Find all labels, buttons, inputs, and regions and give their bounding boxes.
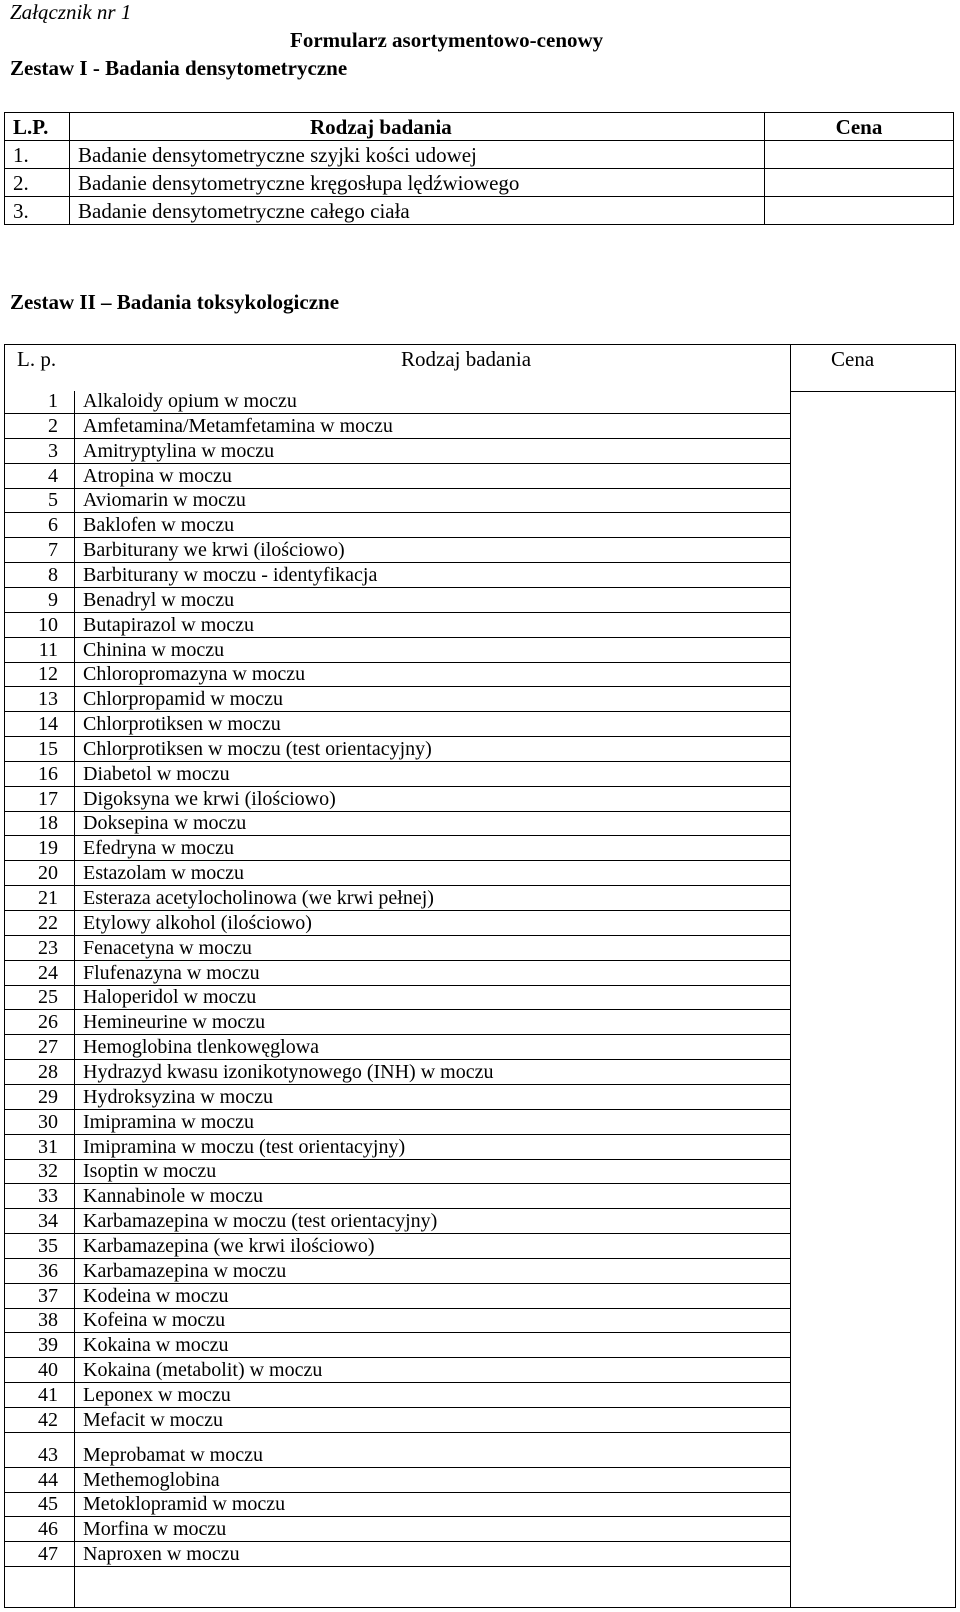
table-row xyxy=(5,488,790,513)
table-row xyxy=(5,538,790,563)
row-name: Doksepina w moczu xyxy=(83,812,247,835)
col-name-header: Rodzaj badania xyxy=(70,113,765,141)
row-lp: 27 xyxy=(38,1036,58,1059)
table-row xyxy=(5,1209,790,1234)
row-price-cell[interactable] xyxy=(765,169,954,197)
row-name: Chinina w moczu xyxy=(83,638,225,661)
table-row xyxy=(5,836,790,861)
table-row xyxy=(5,936,790,961)
row-name: Kokaina (metabolit) w moczu xyxy=(83,1359,323,1382)
form-title: Formularz asortymentowo-cenowy xyxy=(290,28,604,52)
row-lp: 18 xyxy=(38,812,58,835)
col-price-header: Cena xyxy=(765,113,954,141)
row-lp: 33 xyxy=(38,1185,58,1208)
row-name: Efedryna w moczu xyxy=(83,837,235,860)
row-name: Aviomarin w moczu xyxy=(83,489,246,512)
table-row xyxy=(5,1035,790,1060)
row-name: Karbamazepina w moczu (test orientacyjny) xyxy=(83,1210,438,1233)
row-lp: 32 xyxy=(38,1160,58,1183)
table-row xyxy=(5,1259,790,1284)
row-lp: 46 xyxy=(38,1518,58,1541)
table-row xyxy=(5,687,790,712)
table-row xyxy=(5,1408,790,1433)
row-lp: 21 xyxy=(38,887,58,909)
table-row xyxy=(5,1184,790,1209)
row-name: Badanie densytometryczne szyjki kości udowej xyxy=(70,141,765,169)
row-name: Barbiturany w moczu - identyfikacja xyxy=(83,563,378,586)
table-row xyxy=(5,1443,790,1468)
row-name: Esteraza acetylocholinowa (we krwi pełnej) xyxy=(83,887,434,909)
col-price-header: Cena xyxy=(831,347,875,371)
table-row xyxy=(5,1010,790,1035)
row-name: Barbiturany we krwi (ilościowo) xyxy=(83,539,345,562)
row-lp: 16 xyxy=(38,762,58,785)
col-lp-header: L. p. xyxy=(17,347,57,371)
table-row xyxy=(5,1542,790,1567)
row-lp: 30 xyxy=(38,1110,58,1133)
row-name: Chloropromazyna w moczu xyxy=(83,663,306,686)
row-name: Butapirazol w moczu xyxy=(83,613,255,636)
row-name: Alkaloidy opium w moczu xyxy=(83,390,297,412)
table-row xyxy=(5,613,790,638)
row-name: Methemoglobina xyxy=(83,1468,220,1491)
table-header-row xyxy=(5,113,954,141)
table-row xyxy=(5,513,790,538)
table-row xyxy=(5,662,790,687)
row-price-cell[interactable] xyxy=(765,141,954,169)
row-lp: 1 xyxy=(48,390,58,412)
table-row xyxy=(5,985,790,1010)
table-row xyxy=(5,1110,790,1135)
table-row xyxy=(5,439,790,464)
row-name: Hydrazyd kwasu izonikotynowego (INH) w moczu xyxy=(83,1060,494,1083)
table-row xyxy=(5,588,790,613)
row-name: Benadryl w moczu xyxy=(83,588,235,611)
row-name: Chlorprotiksen w moczu (test orientacyjny) xyxy=(83,737,432,760)
table-row xyxy=(5,389,790,414)
row-name: Haloperidol w moczu xyxy=(83,986,257,1009)
row-name: Estazolam w moczu xyxy=(83,862,245,885)
row-lp: 17 xyxy=(38,787,58,810)
table-row xyxy=(5,638,790,663)
row-name: Amfetamina/Metamfetamina w moczu xyxy=(83,414,393,437)
row-name: Amitryptylina w moczu xyxy=(83,439,275,462)
set1-title: Zestaw I - Badania densytometryczne xyxy=(10,56,348,80)
row-lp: 44 xyxy=(38,1468,58,1491)
densitometry-table xyxy=(4,112,954,225)
row-lp: 35 xyxy=(38,1234,58,1257)
row-lp: 6 xyxy=(48,514,58,537)
table-row xyxy=(5,1517,790,1542)
row-lp: 8 xyxy=(48,563,58,586)
row-name: Mefacit w moczu xyxy=(83,1408,223,1431)
table-row xyxy=(5,737,790,762)
set2-title: Zestaw II – Badania toksykologiczne xyxy=(10,290,340,314)
row-name: Karbamazepina w moczu xyxy=(83,1259,287,1282)
table-row xyxy=(5,886,790,911)
row-lp: 25 xyxy=(38,986,58,1009)
row-lp: 26 xyxy=(38,1011,58,1034)
row-lp: 42 xyxy=(38,1408,58,1431)
row-name: Imipramina w moczu xyxy=(83,1110,255,1133)
table-row xyxy=(5,1159,790,1184)
table-row xyxy=(5,197,954,225)
row-lp: 14 xyxy=(38,713,58,736)
row-name: Kannabinole w moczu xyxy=(83,1185,263,1208)
row-name: Chlorpropamid w moczu xyxy=(83,688,283,711)
table-row xyxy=(5,1333,790,1358)
row-lp: 1. xyxy=(5,141,70,169)
row-name: Digoksyna we krwi (ilościowo) xyxy=(83,787,336,810)
table-row xyxy=(5,1085,790,1110)
row-name: Badanie densytometryczne całego ciała xyxy=(70,197,765,225)
row-lp: 45 xyxy=(38,1493,58,1516)
table-row xyxy=(5,762,790,787)
table-row xyxy=(5,1060,790,1085)
table-row xyxy=(5,1468,790,1493)
row-lp: 13 xyxy=(38,688,58,711)
row-name: Morfina w moczu xyxy=(83,1518,227,1541)
row-name: Hemineurine w moczu xyxy=(83,1011,266,1034)
table-row xyxy=(5,1383,790,1408)
row-lp: 20 xyxy=(38,862,58,885)
row-name: Atropina w moczu xyxy=(83,464,232,487)
row-lp: 24 xyxy=(38,961,58,984)
annex-label: Załącznik nr 1 xyxy=(10,0,132,24)
row-lp: 47 xyxy=(38,1543,58,1566)
table-row xyxy=(5,464,790,489)
table-row xyxy=(5,1135,790,1160)
row-lp: 39 xyxy=(38,1334,58,1357)
table-row xyxy=(5,1358,790,1383)
row-name: Karbamazepina (we krwi ilościowo) xyxy=(83,1234,375,1257)
row-lp: 19 xyxy=(38,837,58,860)
row-name: Isoptin w moczu xyxy=(83,1160,217,1183)
row-name: Naproxen w moczu xyxy=(83,1543,240,1566)
row-lp: 41 xyxy=(38,1384,58,1406)
row-lp: 40 xyxy=(38,1359,58,1382)
row-lp: 31 xyxy=(38,1135,58,1158)
row-name: Baklofen w moczu xyxy=(83,514,235,537)
col-name-header: Rodzaj badania xyxy=(401,347,532,371)
row-lp: 28 xyxy=(38,1060,58,1083)
table-row xyxy=(5,861,790,886)
row-lp: 12 xyxy=(38,663,58,686)
table-row xyxy=(5,1492,790,1517)
row-lp: 29 xyxy=(38,1085,58,1108)
table-row xyxy=(5,141,954,169)
row-lp: 7 xyxy=(48,539,58,562)
row-lp: 11 xyxy=(38,638,58,661)
row-name: Kokaina w moczu xyxy=(83,1334,229,1357)
row-lp: 34 xyxy=(38,1210,58,1233)
table-row xyxy=(5,414,790,439)
table-row xyxy=(5,1284,790,1309)
table-row xyxy=(5,1234,790,1259)
table-row xyxy=(5,787,790,812)
table-row xyxy=(5,563,790,588)
table-row xyxy=(5,911,790,936)
row-name: Metoklopramid w moczu xyxy=(83,1493,286,1516)
row-name: Kofeina w moczu xyxy=(83,1309,226,1332)
row-lp: 37 xyxy=(38,1284,58,1307)
table-row xyxy=(5,712,790,737)
row-name: Flufenazyna w moczu xyxy=(83,961,260,984)
row-lp: 22 xyxy=(38,911,58,934)
row-lp: 2 xyxy=(48,414,58,437)
row-name: Kodeina w moczu xyxy=(83,1284,229,1307)
toxicology-table xyxy=(4,344,956,1608)
row-price-cell[interactable] xyxy=(765,197,954,225)
table-row xyxy=(5,169,954,197)
table-row xyxy=(5,1308,790,1333)
row-lp: 10 xyxy=(38,613,58,636)
row-lp: 4 xyxy=(48,464,58,487)
row-lp: 9 xyxy=(48,588,58,611)
row-lp: 23 xyxy=(38,936,58,959)
row-lp: 15 xyxy=(38,737,58,760)
table-row xyxy=(5,811,790,836)
row-lp: 5 xyxy=(48,489,58,512)
row-lp: 3 xyxy=(48,439,58,462)
row-name: Badanie densytometryczne kręgosłupa lędźwiowego xyxy=(70,169,765,197)
row-lp: 38 xyxy=(38,1309,58,1332)
table-row xyxy=(5,961,790,986)
row-lp: 3. xyxy=(5,197,70,225)
row-name: Imipramina w moczu (test orientacyjny) xyxy=(83,1135,406,1158)
column-divider xyxy=(790,345,791,1607)
row-name: Hydroksyzina w moczu xyxy=(83,1085,273,1108)
row-name: Fenacetyna w moczu xyxy=(83,936,252,959)
row-name: Diabetol w moczu xyxy=(83,762,230,785)
row-name: Etylowy alkohol (ilościowo) xyxy=(83,911,312,934)
row-lp: 36 xyxy=(38,1259,58,1282)
header-divider xyxy=(790,391,955,392)
row-lp: 43 xyxy=(38,1443,58,1466)
row-name: Chlorprotiksen w moczu xyxy=(83,713,281,736)
row-name: Meprobamat w moczu xyxy=(83,1443,263,1466)
row-lp: 2. xyxy=(5,169,70,197)
row-name: Leponex w moczu xyxy=(83,1384,231,1406)
row-name: Hemoglobina tlenkowęglowa xyxy=(83,1036,320,1059)
col-lp-header: L.P. xyxy=(5,113,70,141)
